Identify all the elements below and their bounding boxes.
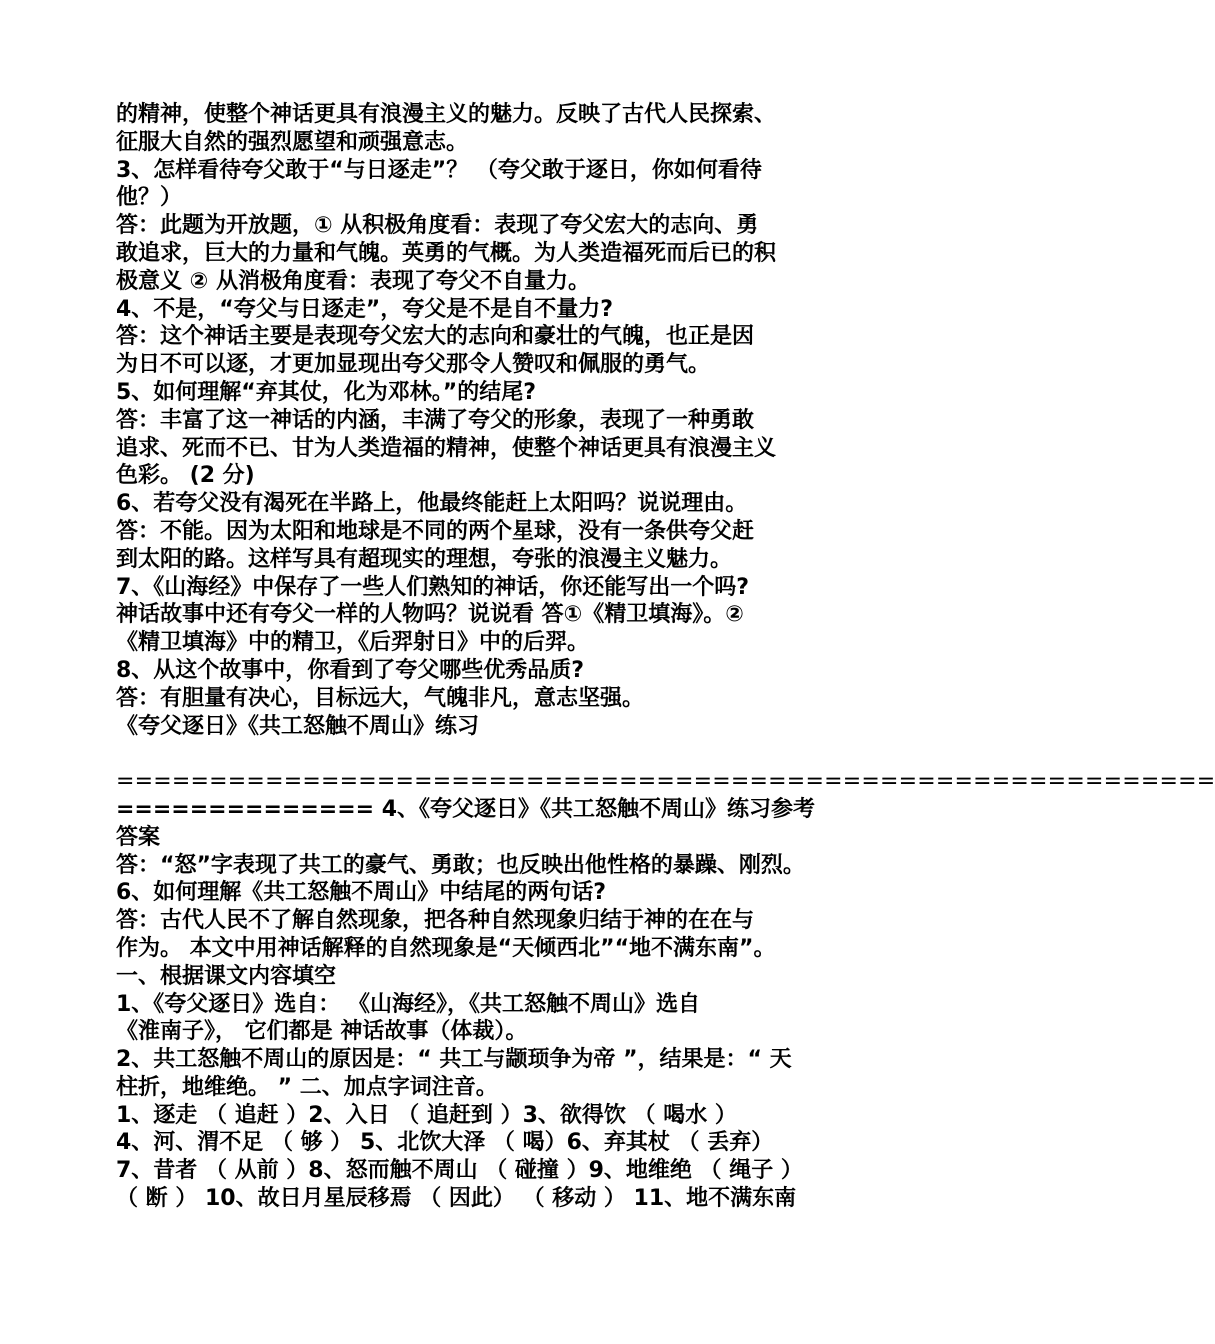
text-line: 4、不是，“夸父与日逐走”，夸父是不是自不量力?: [116, 296, 613, 322]
text-line: 1、逐走 （ 追赶 ）2、入日 （ 追赶到 ）3、欲得饮 （ 喝水 ）: [116, 1102, 737, 1128]
text-line: ============== 4、《夸父逐日》《共工怒触不周山》练习参考: [116, 796, 816, 822]
text-line: 4、河、渭不足 （ 够 ） 5、北饮大泽 （ 喝）6、弃其杖 （ 丢弃）: [116, 1130, 774, 1156]
text-line: 色彩。 (2 分): [116, 463, 255, 489]
text-line: 3、怎样看待夸父敢于“与日逐走”？ （夸父敢于逐日，你如何看待: [116, 157, 762, 183]
text-line: 答：有胆量有决心，目标远大，气魄非凡，意志坚强。: [116, 685, 645, 711]
text-line: 《淮南子》， 它们都是 神话故事（体裁）。: [116, 1019, 528, 1045]
text-line: 极意义 ② 从消极角度看：表现了夸父不自量力。: [116, 268, 590, 294]
text-line: 为日不可以逐，才更加显现出夸父那令人赞叹和佩服的勇气。: [116, 352, 711, 378]
text-line: 答案: [116, 824, 161, 850]
blank-line: [116, 740, 840, 768]
text-line: 追求、死而不已、甘为人类造福的精神，使整个神话更具有浪漫主义: [116, 435, 777, 461]
text-line: 答：不能。因为太阳和地球是不同的两个星球，没有一条供夸父赶: [116, 518, 755, 544]
text-line: 答：“怒”字表现了共工的豪气、勇敢；也反映出他性格的暴躁、刚烈。: [116, 852, 805, 878]
text-line: 答：这个神话主要是表现夸父宏大的志向和豪壮的气魄，也正是因: [116, 324, 755, 350]
text-line: 7、《山海经》中保存了一些人们熟知的神话，你还能写出一个吗?: [116, 574, 750, 600]
text-line: 6、如何理解《共工怒触不周山》中结尾的两句话?: [116, 880, 607, 906]
text-line: 答：丰富了这一神话的内涵，丰满了夸父的形象，表现了一种勇敢: [116, 407, 755, 433]
text-line: （ 断 ） 10、故日月星辰移焉 （ 因此） （ 移动 ） 11、地不满东南: [116, 1186, 797, 1212]
text-line: 的精神，使整个神话更具有浪漫主义的魅力。反映了古代人民探索、: [116, 102, 777, 127]
text-line: 8、从这个故事中，你看到了夸父哪些优秀品质?: [116, 657, 585, 683]
text-line: 6、若夸父没有渴死在半路上，他最终能赶上太阳吗？说说理由。: [116, 491, 748, 517]
text-line: 敢追求，巨大的力量和气魄。英勇的气概。为人类造福死而后已的积: [116, 240, 777, 266]
text-line: 作为。 本文中用神话解释的自然现象是“天倾西北”“地不满东南”。: [116, 935, 776, 961]
text-line: 到太阳的路。这样写具有超现实的理想，夸张的浪漫主义魅力。: [116, 546, 733, 572]
text-line: 一、根据课文内容填空: [116, 963, 337, 989]
text-line: 答：此题为开放题，① 从积极角度看：表现了夸父宏大的志向、勇: [116, 213, 759, 239]
text-line: 神话故事中还有夸父一样的人物吗？说说看 答①《精卫填海》。②: [116, 602, 744, 628]
text-line: 7、昔者 （ 从前 ）8、怒而触不周山 （ 碰撞 ）9、地维绝 （ 绳子 ）: [116, 1158, 803, 1184]
text-line: 2、共工怒触不周山的原因是：“ 共工与颛顼争为帝 ”，结果是：“ 天: [116, 1047, 792, 1073]
text-line: 5、如何理解“弃其仗，化为邓林。”的结尾?: [116, 379, 536, 405]
text-line: 他？）: [116, 185, 183, 211]
body-text: [116, 101, 1215, 1213]
text-line: 《精卫填海》中的精卫，《后羿射日》中的后羿。: [116, 630, 590, 656]
text-line: 1、《夸父逐日》选自： 《山海经》，《共工怒触不周山》选自: [116, 991, 700, 1017]
text-line: 答：古代人民不了解自然现象，把各种自然现象归结于神的在在与: [116, 908, 755, 934]
text-line: 征服大自然的强烈愿望和顽强意志。: [116, 129, 469, 155]
section-heading: 《夸父逐日》《共工怒触不周山》练习: [116, 713, 480, 739]
text-line: 柱折，地维绝。 ” 二、加点字词注音。: [116, 1074, 498, 1100]
separator-line: ===========================================================: [116, 769, 1215, 795]
